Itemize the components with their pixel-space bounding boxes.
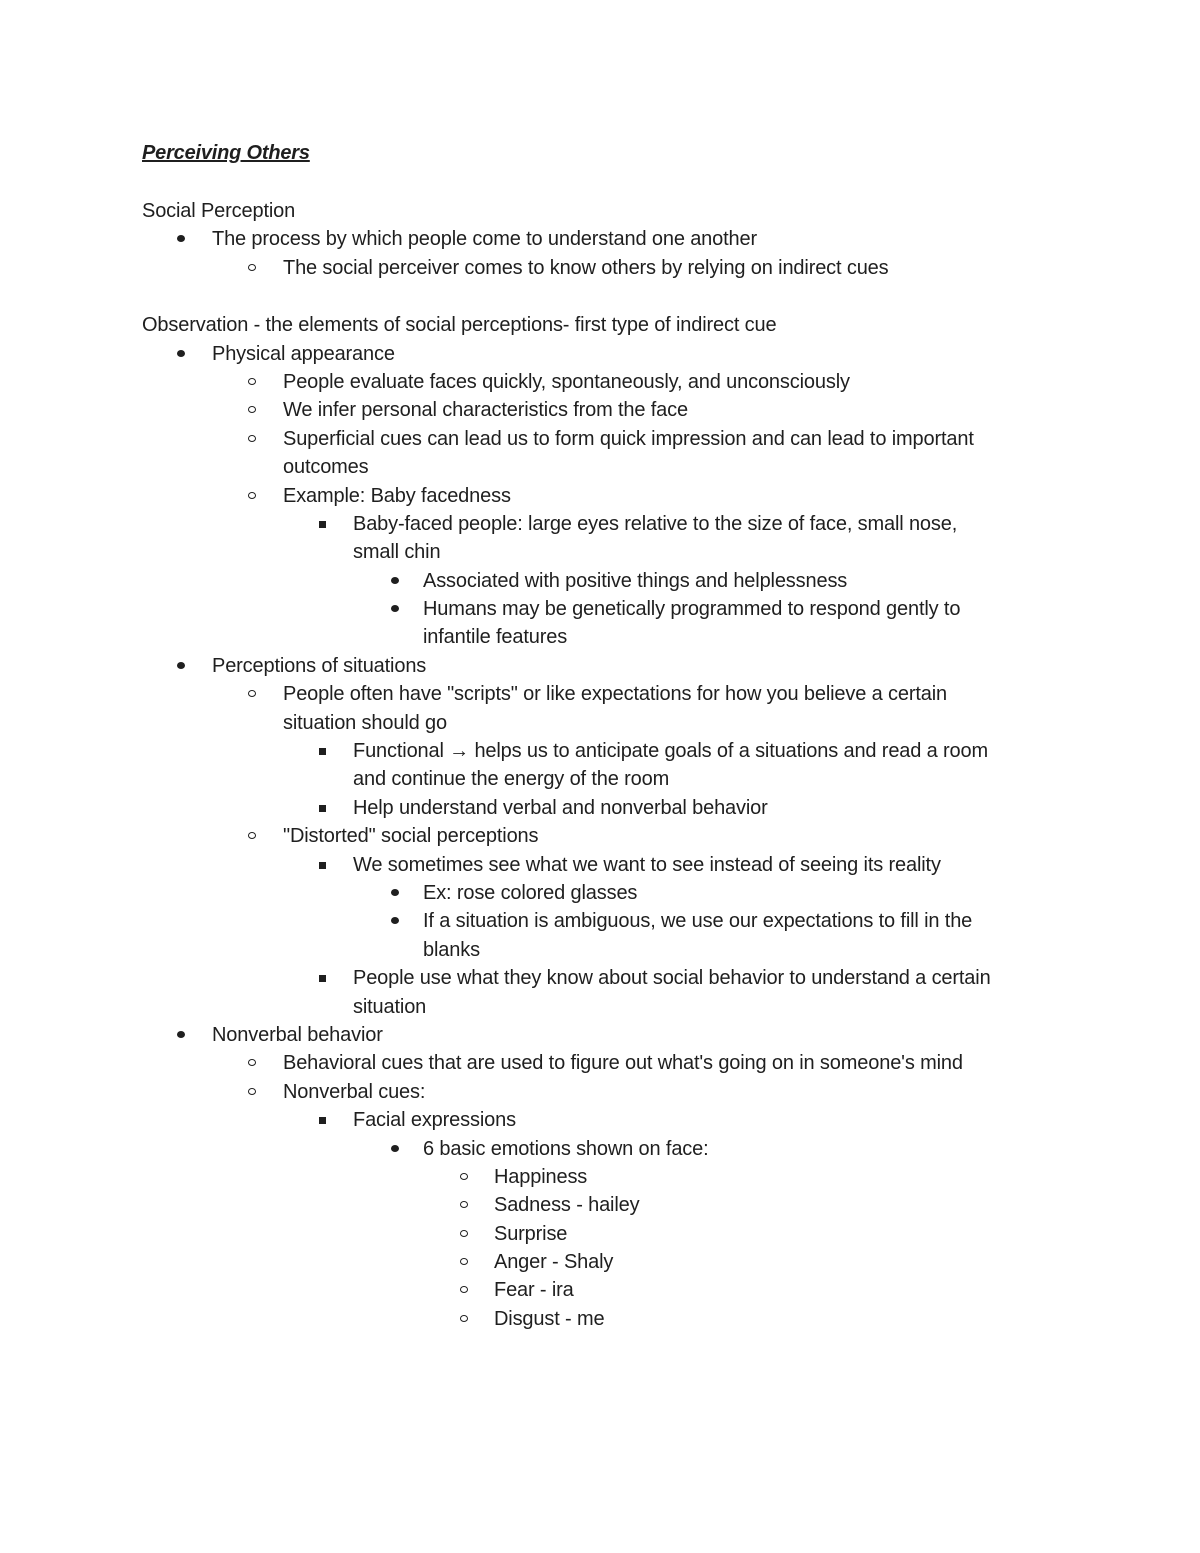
list-item-text: Associated with positive things and helplessness	[423, 569, 848, 592]
list-item-continuation	[0, 936, 1200, 964]
list-item	[0, 1191, 1200, 1219]
list-item	[0, 1078, 1200, 1106]
list-item-text: We sometimes see what we want to see instead of seeing its reality	[353, 853, 941, 876]
list-item-text: situation should go	[283, 711, 447, 734]
list-item	[0, 340, 1200, 368]
list-item-text: Fear - ira	[494, 1279, 574, 1302]
blank-line	[0, 282, 1200, 311]
list-item	[0, 567, 1200, 595]
list-item	[0, 879, 1200, 907]
list-item	[0, 1220, 1200, 1248]
list-item-continuation	[0, 709, 1200, 737]
list-item-text: Nonverbal cues:	[283, 1080, 426, 1103]
list-item-text: If a situation is ambiguous, we use our expectations to fill in the	[423, 910, 973, 933]
list-item-text: Perceptions of situations	[212, 654, 427, 677]
list-item-text: Behavioral cues that are used to figure out what's going on in someone's mind	[283, 1052, 963, 1075]
list-item-text: Anger - Shaly	[494, 1251, 614, 1274]
list-item-continuation	[0, 993, 1200, 1021]
list-item	[0, 794, 1200, 822]
list-item-text: Facial expressions	[353, 1109, 516, 1132]
list-item	[0, 482, 1200, 510]
list-item-text: 6 basic emotions shown on face:	[423, 1137, 709, 1160]
list-item	[0, 510, 1200, 538]
list-item-text: The process by which people come to understand one another	[212, 228, 757, 251]
list-item	[0, 1049, 1200, 1077]
list-item-text: The social perceiver comes to know others by relying on indirect cues	[283, 256, 889, 279]
list-item	[0, 964, 1200, 992]
list-item	[0, 396, 1200, 424]
list-item-text: Superficial cues can lead us to form quick impression and can lead to important	[283, 427, 974, 450]
notes-body	[0, 197, 1200, 1333]
list-item-text: People evaluate faces quickly, spontaneously, and unconsciously	[283, 370, 850, 393]
list-item-text: Functional → helps us to anticipate goals of a situations and read a room	[353, 740, 988, 763]
list-item	[0, 368, 1200, 396]
list-item-text: Sadness - hailey	[494, 1194, 640, 1217]
list-item-continuation	[0, 453, 1200, 481]
section-heading	[0, 311, 1200, 339]
section-heading-text: Observation - the elements of social perceptions- first type of indirect cue	[142, 314, 777, 337]
list-item-text: Happiness	[494, 1165, 588, 1188]
list-item-text: Help understand verbal and nonverbal behavior	[353, 796, 768, 819]
list-item-text: blanks	[423, 938, 480, 961]
list-item	[0, 822, 1200, 850]
list-item	[0, 1248, 1200, 1276]
list-item	[0, 254, 1200, 282]
page-title: Perceiving Others	[142, 142, 310, 164]
list-item-text: infantile features	[423, 626, 568, 649]
list-item-continuation	[0, 538, 1200, 566]
list-item-text: situation	[353, 995, 427, 1018]
list-item-text: Physical appearance	[212, 342, 395, 365]
list-item-continuation	[0, 623, 1200, 651]
list-item-continuation	[0, 765, 1200, 793]
list-item-text: Disgust - me	[494, 1307, 605, 1330]
list-item	[0, 1135, 1200, 1163]
list-item	[0, 737, 1200, 765]
list-item	[0, 851, 1200, 879]
list-item	[0, 680, 1200, 708]
list-item-text: outcomes	[283, 456, 369, 479]
list-item	[0, 425, 1200, 453]
list-item-text: Example: Baby facedness	[283, 484, 511, 507]
list-item	[0, 1021, 1200, 1049]
list-item-text: "Distorted" social perceptions	[283, 825, 539, 848]
list-item-text: We infer personal characteristics from the face	[283, 399, 688, 422]
list-item-text: Surprise	[494, 1222, 568, 1245]
list-item	[0, 1106, 1200, 1134]
list-item	[0, 1163, 1200, 1191]
list-item	[0, 1305, 1200, 1333]
list-item-text: Humans may be genetically programmed to respond gently to	[423, 598, 961, 621]
list-item	[0, 595, 1200, 623]
list-item-text: Nonverbal behavior	[212, 1023, 383, 1046]
list-item-text: Ex: rose colored glasses	[423, 881, 638, 904]
list-item-text: Baby-faced people: large eyes relative to the size of face, small nose,	[353, 512, 958, 535]
list-item	[0, 225, 1200, 253]
section-heading-text: Social Perception	[142, 200, 296, 222]
list-item	[0, 652, 1200, 680]
list-item	[0, 907, 1200, 935]
list-item-text: People use what they know about social behavior to understand a certain	[353, 967, 991, 990]
list-item-text: small chin	[353, 541, 441, 564]
list-item-text: and continue the energy of the room	[353, 768, 670, 791]
list-item-text: People often have "scripts" or like expectations for how you believe a certain	[283, 683, 947, 706]
list-item	[0, 1276, 1200, 1304]
section-heading	[0, 197, 1200, 225]
